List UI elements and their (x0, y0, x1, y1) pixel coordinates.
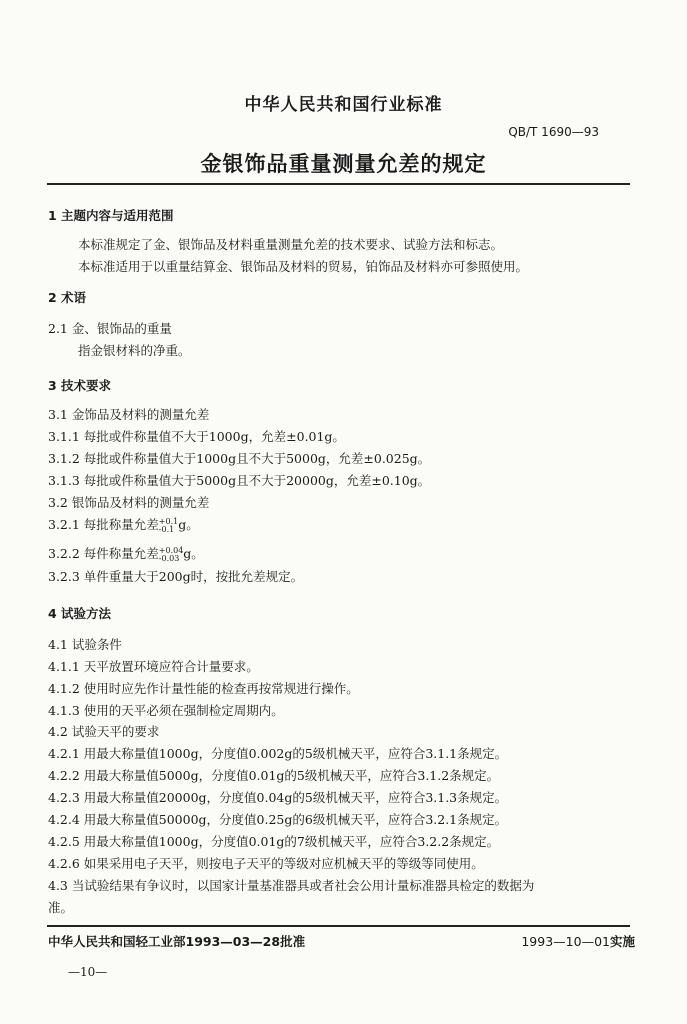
clause-3-2-1 (48, 517, 199, 534)
clause-2-1-text: 指金银材料的净重。 (78, 343, 191, 358)
page-number: —10— (68, 965, 108, 979)
clause-4-1: 4.1 试验条件 (48, 637, 122, 652)
clause-4-2-3: 4.2.3 用最大称量值20000g，分度值0.04g的5级机械天平，应符合3.1.3条规定。 (48, 790, 508, 805)
tolerance-upper: +0.04 (158, 545, 184, 555)
section-1-para-1: 本标准规定了金、银饰品及材料重量测量允差的技术要求、试验方法和标志。 (78, 237, 504, 252)
clause-2-1: 2.1 金、银饰品的重量 (48, 321, 172, 336)
section-1-para-2: 本标准适用于以重量结算金、银饰品及材料的贸易，铂饰品及材料亦可参照使用。 (78, 259, 529, 274)
clause-4-2-2: 4.2.2 用最大称量值5000g，分度值0.01g的5级机械天平，应符合3.1.2条规定。 (48, 768, 500, 783)
clause-4-2: 4.2 试验天平的要求 (48, 724, 160, 739)
clause-4-2-1: 4.2.1 用最大称量值1000g，分度值0.002g的5级机械天平，应符合3.1.1条规定。 (48, 746, 508, 761)
clause-4-1-2: 4.1.2 使用时应先作计量性能的检查再按常规进行操作。 (48, 681, 359, 696)
clause-3-2-2-text: 3.2.2 每件称量允差 (48, 546, 159, 561)
header-rule (47, 183, 630, 185)
clause-3-2: 3.2 银饰品及材料的测量允差 (48, 495, 210, 510)
clause-4-1-3: 4.1.3 使用的天平必须在强制检定周期内。 (48, 703, 284, 718)
clause-3-1-2: 3.1.2 每批或件称量值大于1000g且不大于5000g，允差±0.025g。 (48, 451, 431, 466)
approval-note: 中华人民共和国轻工业部1993—03—28批准 (48, 934, 306, 949)
clause-3-2-2 (48, 546, 204, 563)
clause-3-2-3: 3.2.3 单件重量大于200g时，按批允差规定。 (48, 569, 304, 584)
footer-rule (47, 925, 630, 927)
clause-4-2-5: 4.2.5 用最大称量值1000g，分度值0.01g的7级机械天平，应符合3.2.2条规定。 (48, 834, 500, 849)
unit-g: g。 (183, 546, 204, 561)
clause-4-3-cont: 准。 (48, 900, 74, 915)
clause-4-2-4: 4.2.4 用最大称量值50000g，分度值0.25g的6级机械天平，应符合3.2.1条规定。 (48, 812, 508, 827)
document-title: 金银饰品重量测量允差的规定 (200, 152, 487, 176)
implementation-date: 1993—10—01 (521, 934, 610, 949)
clause-3-1: 3.1 金饰品及材料的测量允差 (48, 407, 210, 422)
clause-4-1-1: 4.1.1 天平放置环境应符合计量要求。 (48, 659, 259, 674)
clause-3-1-3: 3.1.3 每批或件称量值大于5000g且不大于20000g，允差±0.10g。 (48, 473, 431, 488)
section-3-heading: 3 技术要求 (48, 378, 112, 393)
clause-3-1-1: 3.1.1 每批或件称量值不大于1000g，允差±0.01g。 (48, 429, 345, 444)
section-1-heading: 1 主题内容与适用范围 (48, 208, 174, 223)
standard-number: QB/T 1690—93 (508, 125, 599, 139)
section-4-heading: 4 试验方法 (48, 606, 112, 621)
tolerance-lower: -0.03 (158, 553, 180, 563)
unit-g: g。 (178, 517, 199, 532)
issuing-authority: 中华人民共和国行业标准 (244, 95, 443, 115)
clause-4-3: 4.3 当试验结果有争议时，以国家计量基准器具或者社会公用计量标准器具检定的数据为 (48, 878, 535, 893)
clause-3-2-1-text: 3.2.1 每批称量允差 (48, 517, 159, 532)
tolerance-upper: +0.1 (158, 516, 179, 526)
clause-4-2-6: 4.2.6 如果采用电子天平，则按电子天平的等级对应机械天平的等级等同使用。 (48, 856, 484, 871)
implementation-note (521, 932, 635, 950)
section-2-heading: 2 术语 (48, 290, 87, 305)
tolerance-lower: -0.1 (158, 524, 175, 534)
implementation-label: 实施 (609, 934, 635, 949)
